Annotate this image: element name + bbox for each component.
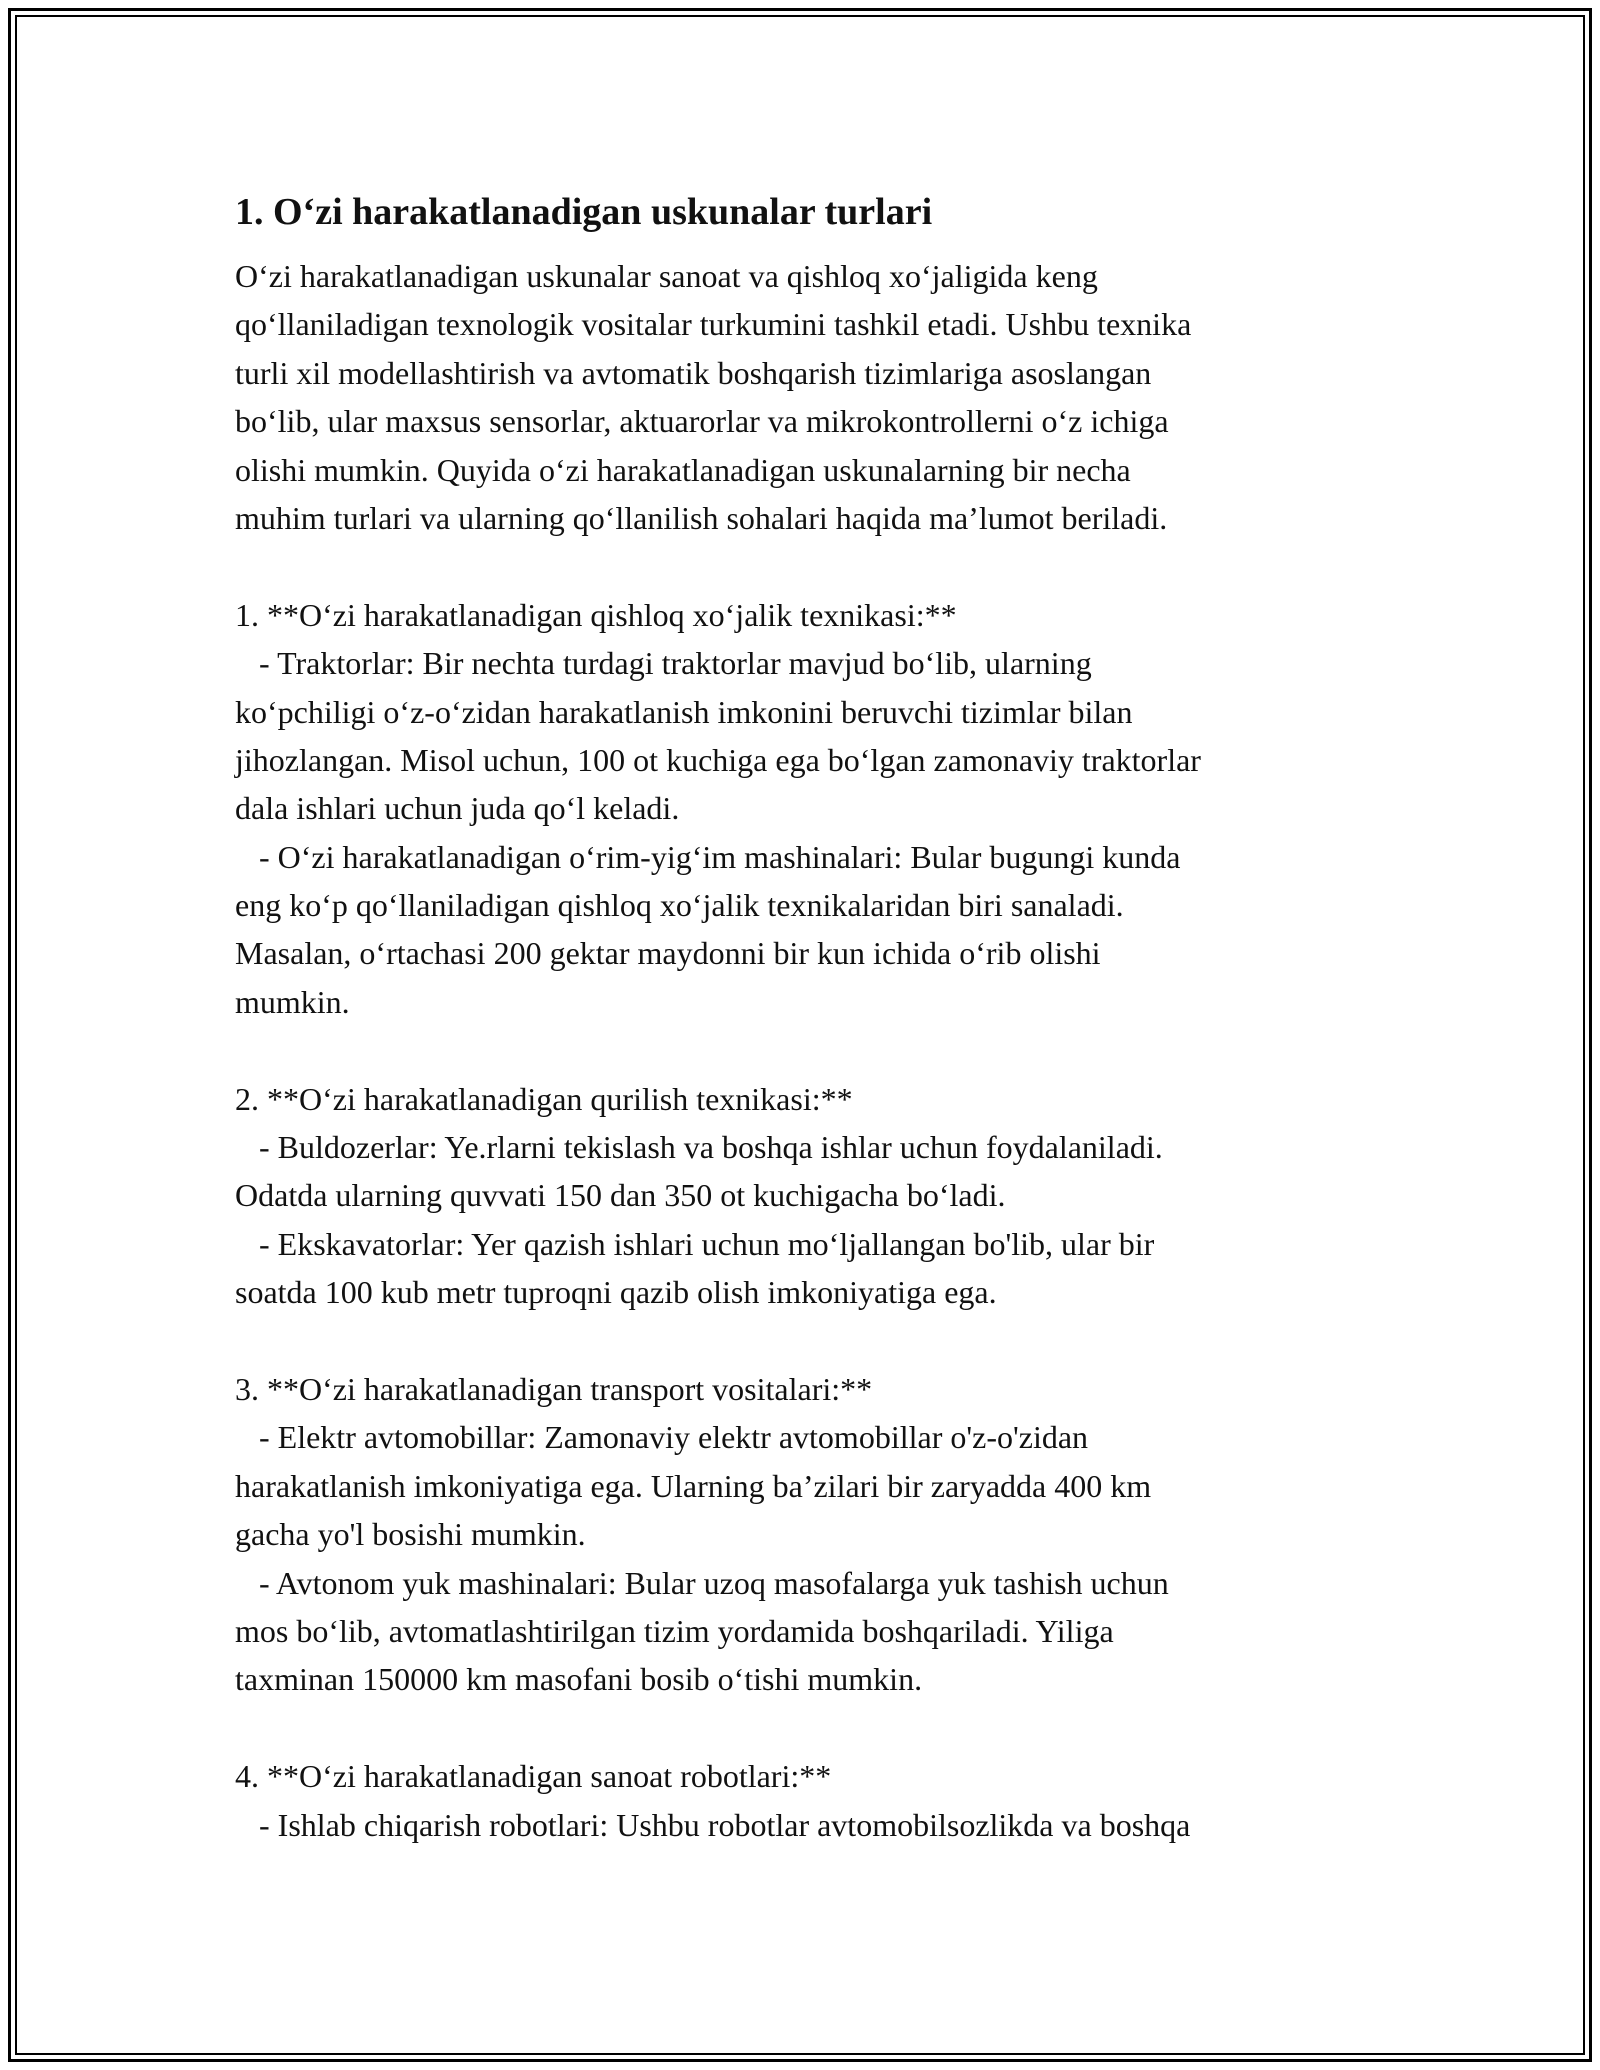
text-line: - O‘zi harakatlanadigan o‘rim-yig‘im mashinalari: Bular bugungi kunda [235,838,1181,875]
text-line: taxminan 150000 km masofani bosib o‘tishi mumkin. [235,1661,923,1698]
blank-line [235,1704,1365,1752]
paragraph-block [235,252,1365,1849]
text-line: O‘zi harakatlanadigan uskunalar sanoat va qishloq xo‘jaligida keng [235,258,1098,294]
blank-line [235,1317,1365,1365]
text-line: - Avtonom yuk mashinalari: Bular uzoq masofalarga yuk tashish uchun [235,1564,1169,1601]
text-line: olishi mumkin. Quyida o‘zi harakatlanadigan uskunalarning bir necha [235,451,1131,488]
blank-line [235,542,1365,590]
text-line: - Ishlab chiqarish robotlari: Ushbu robotlar avtomobilsozlikda va boshqa [235,1806,1191,1843]
text-line: bo‘lib, ular maxsus sensorlar, aktuarorlar va mikrokontrollerni o‘z ichiga [235,403,1169,440]
text-line: soatda 100 kub metr tuproqni qazib olish imkoniyatiga ega. [235,1274,997,1311]
text-line: dala ishlari uchun juda qo‘l keladi. [235,790,680,827]
document-body [235,186,1365,1849]
text-line: - Buldozerlar: Ye.rlarni tekislash va boshqa ishlar uchun foydalaniladi. [235,1129,1163,1166]
text-line: 4. **O‘zi harakatlanadigan sanoat robotlari:** [235,1758,832,1795]
text-line: gacha yo'l bosishi mumkin. [235,1516,586,1553]
text-line: muhim turlari va ularning qo‘llanilish sohalari haqida ma’lumot beriladi. [235,499,1168,536]
text-line: eng ko‘p qo‘llaniladigan qishloq xo‘jalik texnikalaridan biri sanaladi. [235,887,1124,924]
text-line: mumkin. [235,983,350,1020]
text-line: - Ekskavatorlar: Yer qazish ishlari uchun mo‘ljallangan bo'lib, ular bir [235,1225,1155,1262]
text-line: 2. **O‘zi harakatlanadigan qurilish texnikasi:** [235,1080,853,1117]
text-line: jihozlangan. Misol uchun, 100 ot kuchiga ega bo‘lgan zamonaviy traktorlar [235,741,1201,778]
text-line: - Traktorlar: Bir nechta turdagi traktorlar mavjud bo‘lib, ularning [235,645,1092,682]
text-line: - Elektr avtomobillar: Zamonaviy elektr avtomobillar o'z-o'zidan [235,1419,1089,1456]
text-line: turli xil modellashtirish va avtomatik boshqarish tizimlariga asoslangan [235,354,1152,391]
text-line: harakatlanish imkoniyatiga ega. Ularning ba’zilari bir zaryadda 400 km [235,1467,1152,1504]
text-line: 3. **O‘zi harakatlanadigan transport vositalari:** [235,1370,873,1407]
text-line: 1. **O‘zi harakatlanadigan qishloq xo‘jalik texnikasi:** [235,596,957,633]
text-line: Odatda ularning quvvati 150 dan 350 ot kuchigacha bo‘ladi. [235,1177,1006,1214]
text-line: ko‘pchiligi o‘z-o‘zidan harakatlanish imkonini beruvchi tizimlar bilan [235,693,1133,730]
text-line: Masalan, o‘rtachasi 200 gektar maydonni bir kun ichida o‘rib olishi [235,935,1101,972]
blank-line [235,1026,1365,1074]
text-line: qo‘llaniladigan texnologik vositalar turkumini tashkil etadi. Ushbu texnika [235,306,1192,343]
section-heading: 1. O‘zi harakatlanadigan uskunalar turlari [235,191,933,233]
text-line: mos bo‘lib, avtomatlashtirilgan tizim yordamida boshqariladi. Yiliga [235,1612,1114,1649]
